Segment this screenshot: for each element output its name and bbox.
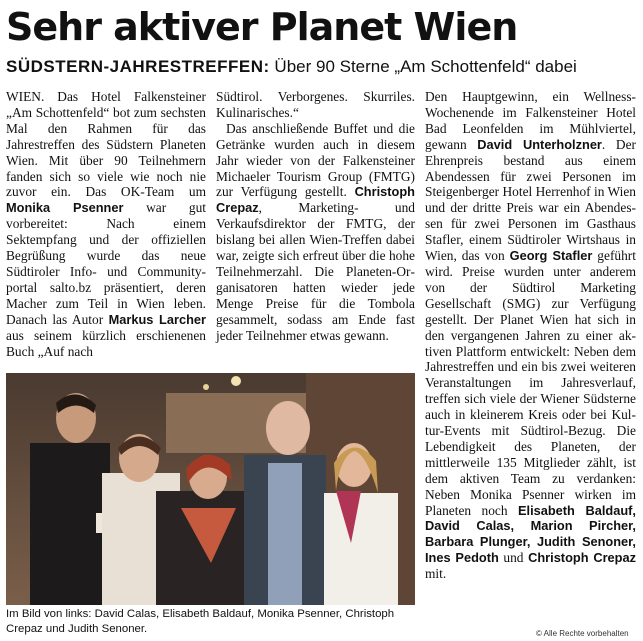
photo-caption: Im Bild von links: David Calas, Elisabeth Baldauf, Monika Psenner, Christoph Crepaz und Judith Senoner. [6,608,395,635]
person-name: Monika Psenner [6,200,124,216]
person-name: Elisabeth Baldauf, David Calas, Marion Pircher, Barbara Plunger, Judith Senoner, Ines Pedoth [425,502,636,566]
subheadline-text: Über 90 Sterne „Am Schottenfeld“ dabei [274,57,577,76]
subheadline-kicker: SÜDSTERN-JAHRESTREFFEN: [6,57,270,76]
group-photo-image [6,373,415,605]
copyright-notice: © Alle Rechte vorbehalten [536,629,629,638]
person-name: Christoph Crepaz [216,184,415,216]
article-column-3 [425,89,636,582]
subheadline [6,56,638,78]
person-name: Christoph Crepaz [528,550,637,566]
article-paragraph: Das anschließende Buffet und die Getränke wurden auch in diesem Jahr wieder von der Falkensteiner Michaeler Tourism Group (FMTG) zur Verfügung gestellt. Christoph Crepaz, Marketing- und Verkaufsdirektor der FMTG, der bislang bei allen Wien-Treffen dabei war, zeigte sich erfreut über die hohe Teilnehmerzahl. Die Planeten-Organisatoren hatten wieder jede Menge Preise für die Tombola gesammelt, sodass am Ende fast jeder Teilnehmer etwas gewann. [216,120,415,343]
article-column-2 [216,89,415,344]
person-name: Markus Larcher [108,311,206,327]
article-paragraph: Südtirol. Verborgenes. Skurriles. Kulinarisches.“ [216,89,415,120]
headline: Sehr aktiver Planet Wien [6,5,518,49]
person-name: David Unterholzner [477,136,602,152]
person-name: Georg Stafler [509,248,593,264]
article-paragraph: WIEN. Das Hotel Falkensteiner „Am Schottenfeld“ bot zum sechsten Mal den Rahmen für das Jahrestreffen des Südstern Planeten Wien. Mit über 90 Teilnehmern fanden sich so viele wie noch nie zuvor ein. Das OK-Team um Monika Psenner war gut vorbereitet: Nach einem Sektempfang und der offiziellen Begrüßung wurde das neue Südtiroler Info- und Community-portal salto.bz präsentiert, deren Macher zum Teil in Wien leben. Danach las Autor Markus Larcher aus seinem kürzlich erschienenen Buch „Auf nach [6,89,206,359]
article-column-1 [6,89,206,359]
article-paragraph: Den Hauptgewinn, ein Wellness-Wochenende im Falkensteiner Hotel Bad Leonfelden im Mühlviertel, gewann David Unterholzner. Der Ehrenpreis bestand aus einem Abendessen für zwei Personen im Steigenberger Hotel Herrenhof in Wien und der dritte Preis war ein Abendessen für zwei Personen im Gasthaus Stafler, einem Südtiroler Wirtshaus in Wien, das von Georg Stafler geführt wird. Preise wurden unter anderem von der Südtirol Marketing Gesellschaft (SMG) zur Verfügung gestellt. Der Planet Wien hat sich in den vergangenen Jahren zu einer aktiven Plattform entwickelt: Neben dem Jahrestreffen und ein bis zwei weiteren Veranstaltungen im Jahresverlauf, treffen sich viele der Wiener Südsterne auch in kleinerem Kreis oder bei Kultur-Events mit Südtirol-Bezug. Die Lebendigkeit des Planeten, der mittlerweile 135 Mitglieder zählt, ist dem aktiven Team zu verdanken: Neben Monika Psenner wirken im Planeten noch Elisabeth Baldauf, David Calas, Marion Pircher, Barbara Plunger, Judith Senoner, Ines Pedoth und Christoph Crepaz mit. [425,89,637,582]
group-photo [6,373,415,605]
